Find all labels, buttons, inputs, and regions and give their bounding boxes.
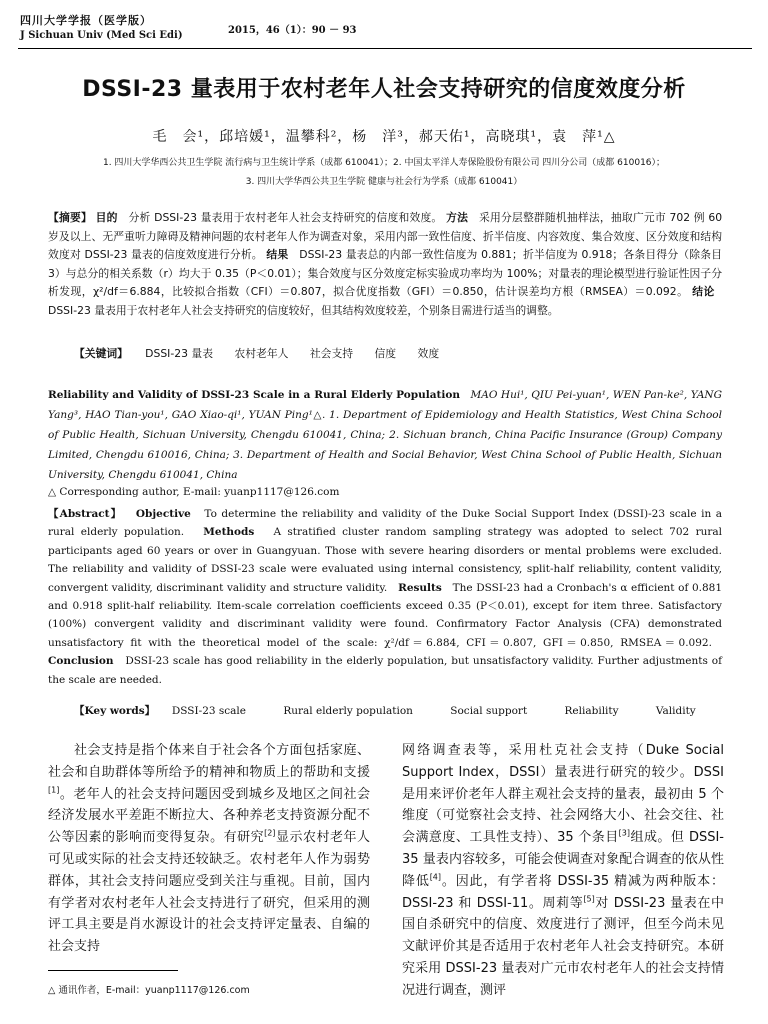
abstract-cn-methods-label: 方法 xyxy=(446,211,469,224)
abstract-en-methods: A stratified cluster random sampling strategy was adopted to select 702 rural participants aged 60 years or over in Guangyuan. Those with severe hearing disorders or mental problems were excluded. The reliability and validity of DSSI-23 scale were evaluated using internal consistency, split-half reliability, content validity, convergent validity, discriminant validity and structure validity. xyxy=(48,526,723,594)
keyword-cn: DSSI-23 量表 xyxy=(145,347,214,360)
body-column-left xyxy=(48,740,370,958)
journal-name-en: J Sichuan Univ (Med Sci Edi) xyxy=(20,30,183,41)
abstract-cn-conclusion-label: 结论 xyxy=(692,285,715,299)
keyword-cn: 信度 xyxy=(374,347,397,360)
citation-link[interactable]: [5] xyxy=(583,894,595,904)
body-text: 对 DSSI-23 量表在中国自杀研究中的信度、效度进行了测评，但至今尚未见文献评价其是否适用于农村老年人社会支持研究。本研究采用 DSSI-23 量表对广元市农村老年人的社会支持情况进行调查，测评 xyxy=(402,895,724,998)
abstract-cn-results-label: 结果 xyxy=(266,248,289,262)
abstract-cn-methods: 采用分层整群随机抽样法，抽取广元市 702 例 60 岁及以上、无严重听力障碍及精神问题的农村老年人作为调查对象，采用内部一致性信度、折半信度、内容效度、集合效度、区分效度和结构效度对 DSSI-23 量表的信度效度进行分析。 xyxy=(48,211,723,262)
abstract-en xyxy=(48,505,722,689)
keywords-cn xyxy=(74,346,457,361)
abstract-cn-results: DSSI-23 量表总的内部一致性信度为 0.881；折半信度为 0.918；各条目得分（除条目 3）与总分的相关系数（r）均大于 0.35（P＜0.01）；集合效度与区分效度定标实验成功率均为 100%；对量表的理论模型进行验证性因子分析发现，χ²/df＝6.884，比较拟合指数（CFI）＝0.807，拟合优度指数（GFI）＝0.850，估计误差均方根（RMSEA）＝0.092。 xyxy=(48,248,723,299)
abstract-en-results: The DSSI-23 had a Cronbach's α efficient of 0.881 and 0.918 split-half reliability. Item-scale correlation coefficients exceed 0.35 (P＜0.01), except for item three. Satisfactory (100%) convergent validity and discriminant validity were found. Confirmatory Factor Analysis (CFA) demonstrated unsatisfactory fit with the theoretical model of the scale: χ²/df＝6.884, CFI＝0.807, GFI＝0.850, RMSEA＝0.092. xyxy=(48,581,722,649)
body-text: 。因此，有学者将 DSSI-35 精减为两种版本：DSSI-23 和 DSSI-11。周莉等 xyxy=(402,873,724,911)
body-paragraph xyxy=(402,740,724,1002)
citation-link[interactable]: [1] xyxy=(48,785,60,795)
abstract-en-conclusion: DSSI-23 scale has good reliability in the elderly population, but unsatisfactory validity. Further adjustments of the scale are needed. xyxy=(48,655,722,686)
body-text: 组成。但 DSSI-35 量表内容较多，可能会使调查对象配合调查的依从性降低 xyxy=(402,830,724,889)
keywords-en xyxy=(74,703,730,718)
abstract-cn-objective-label: 目的 xyxy=(95,211,118,224)
body-text: 网络调查表等，采用杜克社会支持（Duke Social Support Index，DSSI）量表进行研究的较少。DSSI 是用来评价老年人群主观社会支持的量表，最初由 5 个维度（可觉察社会支持、社会网络大小、社会交往、社会满意度、工具性支持）、35 个条目 xyxy=(402,743,724,846)
citation-link[interactable]: [4] xyxy=(429,872,442,882)
citation-link[interactable]: [3] xyxy=(618,828,631,838)
body-paragraph xyxy=(48,740,370,958)
keyword-en: Social support xyxy=(450,705,528,717)
journal-name-cn: 四川大学学报（医学版） xyxy=(20,14,152,27)
keyword-en: DSSI-23 scale xyxy=(171,705,246,717)
abstract-cn-label: 【摘要】 xyxy=(48,211,92,224)
affiliation-line-1: 1. 四川大学华西公共卫生学院 流行病与卫生统计学系（成都 610041）；2. 中国太平洋人寿保险股份有限公司 四川分公司（成都 610016）； xyxy=(102,158,666,168)
body-text: 社会支持是指个体来自于社会各个方面包括家庭、社会和自助群体等所给予的精神和物质上的帮助和支援 xyxy=(48,743,370,780)
keyword-en: Reliability xyxy=(564,705,619,717)
abstract-en-label: 【Abstract】 xyxy=(48,508,123,520)
corresponding-author-en: △ Corresponding author, E-mail: yuanp1117@126.com xyxy=(48,486,340,498)
body-text: 。老年人的社会支持问题因受到城乡及地区之间社会经济发展水平差距不断拉大、各种养老支持资源分配不公等因素的影响而变得复杂。有研究 xyxy=(48,786,370,846)
footnote-corresponding: △ 通讯作者，E-mail：yuanp1117@126.com xyxy=(48,985,250,996)
abstract-cn xyxy=(48,209,722,321)
keywords-cn-label: 【关键词】 xyxy=(74,347,128,360)
abstract-en-conclusion-label: Conclusion xyxy=(48,655,114,668)
authors-cn: 毛 会¹，邱培媛¹，温攀科²，杨 洋³，郝天佑¹，高晓琪¹，袁 萍¹△ xyxy=(152,129,616,145)
keyword-en: Validity xyxy=(655,705,696,717)
keyword-cn: 效度 xyxy=(417,347,440,360)
keyword-en: Rural elderly population xyxy=(283,705,413,717)
english-header xyxy=(48,385,722,485)
journal-volume: 2015，46（1）：90 － 93 xyxy=(228,25,357,36)
abstract-cn-conclusion: DSSI-23 量表用于农村老年人社会支持研究的信度较好，但其结构效度较差，个别条目需进行适当的调整。 xyxy=(48,303,559,317)
abstract-en-objective-label: Objective xyxy=(135,508,191,520)
abstract-en-objective: To determine the reliability and validity of the Duke Social Support Index (DSSI)-23 scale in a rural elderly population. xyxy=(48,508,723,539)
body-column-right xyxy=(402,740,724,1002)
keyword-cn: 农村老年人 xyxy=(234,347,289,360)
abstract-cn-objective: 分析 DSSI-23 量表用于农村老年人社会支持研究的信度和效度。 xyxy=(128,211,443,224)
body-text: 显示农村老年人可见或实际的社会支持还较缺乏。农村老年人作为弱势群体，其社会支持问题应受到关注与重视。目前，国内有学者对农村老年人社会支持进行了研究，但采用的测评工具主要是肖水源设计的社会支持评定量表、自编的社会支持 xyxy=(48,830,370,955)
abstract-en-methods-label: Methods xyxy=(203,526,255,539)
english-title: Reliability and Validity of DSSI-23 Scale in a Rural Elderly Population xyxy=(48,389,461,401)
abstract-en-results-label: Results xyxy=(398,581,442,594)
english-authors-affiliations: MAO Hui¹, QIU Pei-yuan¹, WEN Pan-ke², YANG Yang³, HAO Tian-you¹, GAO Xiao-qi¹, YUAN Ping¹△. 1. Department of Epidemiology and Health Statistics, West China School of Public Health, Sichuan University, Chengdu 610041, China; 2. Sichuan branch, China Pacific Insurance (Group) Company Limited, Chengdu 610016, China; 3. Department of Health and Social Behavior, West China School of Public Health, Sichuan University, Chengdu 610041, China xyxy=(48,389,722,481)
keywords-en-label: 【Key words】 xyxy=(74,705,156,717)
page-title: DSSI-23 量表用于农村老年人社会支持研究的信度效度分析 xyxy=(82,77,686,102)
keyword-cn: 社会支持 xyxy=(309,347,354,360)
header-rule xyxy=(18,48,752,49)
affiliation-line-2: 3. 四川大学华西公共卫生学院 健康与社会行为学系（成都 610041） xyxy=(245,177,523,187)
footnote-rule xyxy=(48,970,178,971)
citation-link[interactable]: [2] xyxy=(264,828,276,838)
